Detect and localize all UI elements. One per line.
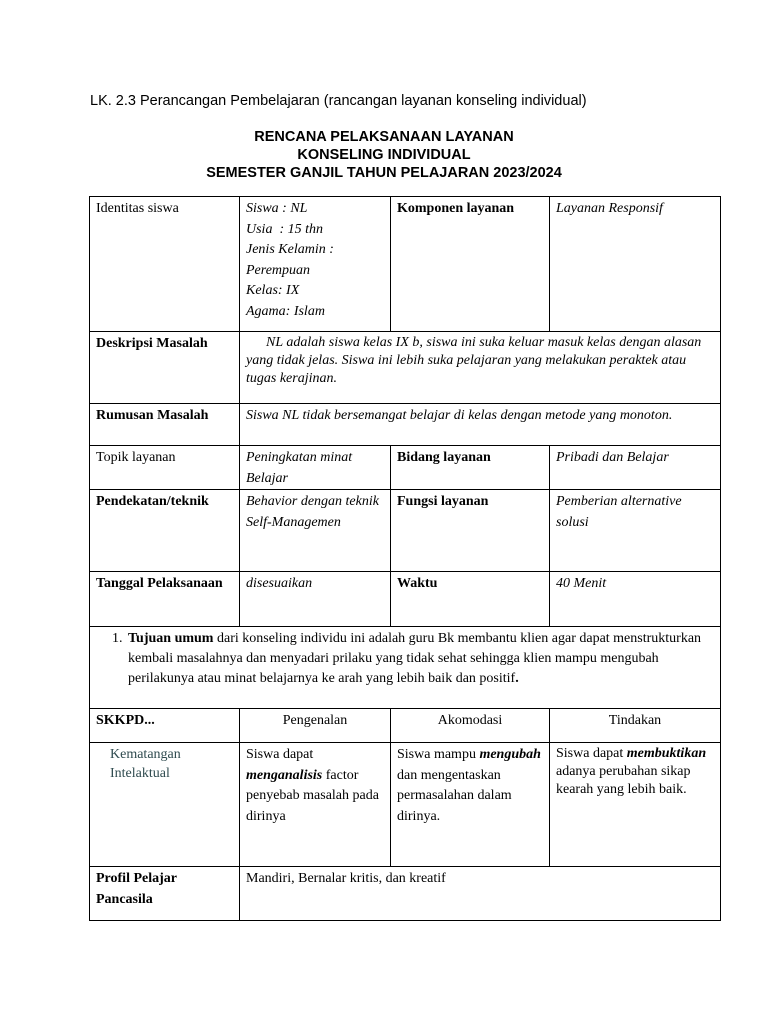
identitas-label: Identitas siswa [90, 197, 240, 332]
bidang-label: Bidang layanan [391, 446, 550, 490]
competency-label: Kematangan Intelaktual [90, 743, 240, 867]
table-row-skkpd [90, 743, 721, 867]
siswa-value: Siswa : NL [246, 201, 308, 216]
kelas-value: Kelas: IX [246, 283, 300, 298]
tanggal-value: disesuaikan [240, 572, 391, 627]
c3-post: adanya perubahan sikap kearah yang lebih baik. [556, 764, 691, 797]
akomodasi-value [391, 743, 550, 867]
usia-value: Usia : 15 thn [246, 221, 323, 237]
pendekatan-label: Pendekatan/teknik [90, 490, 240, 572]
c2-post: dan mengentaskan permasalahan dalam dirinya. [397, 767, 512, 824]
table-row-pendekatan [90, 490, 721, 572]
tujuan-text: dari konseling individu ini adalah guru Bk membantu klien agar dapat menstrukturkan kembali masalahnya dan menyadari prilaku yang tidak sehat sehingga klien mampu mengubah perilakunya atau minat belajarnya ke arah yang lebih baik dan positif [128, 631, 702, 686]
skkpd-col-akomodasi: Akomodasi [391, 709, 550, 743]
table-row-identitas [90, 197, 721, 332]
table-row-topik [90, 446, 721, 490]
topik-label: Topik layanan [90, 446, 240, 490]
table-row-tujuan [90, 627, 721, 709]
profil-value: Mandiri, Bernalar kritis, dan kreatif [240, 867, 721, 921]
deskripsi-label: Deskripsi Masalah [90, 332, 240, 404]
document-title: LK. 2.3 Perancangan Pembelajaran (rancangan layanan konseling individual) [90, 93, 587, 109]
heading-line-3: SEMESTER GANJIL TAHUN PELAJARAN 2023/2024 [206, 165, 562, 181]
pendekatan-value: Behavior dengan teknik Self-Managemen [240, 490, 391, 572]
table-row-rumusan [90, 404, 721, 446]
rumusan-value: Siswa NL tidak bersemangat belajar di kelas dengan metode yang monoton. [240, 404, 721, 446]
heading-line-1: RENCANA PELAKSANAAN LAYANAN [254, 129, 514, 145]
jenis-kelamin-label: Jenis Kelamin : [246, 242, 334, 257]
c3-bold: membuktikan [626, 746, 707, 761]
bidang-value: Pribadi dan Belajar [550, 446, 721, 490]
heading-line-2: KONSELING INDIVIDUAL [297, 147, 471, 163]
agama-value: Agama: Islam [246, 303, 325, 319]
c2-bold: mengubah [479, 747, 541, 762]
komponen-value: Layanan Responsif [550, 197, 721, 332]
c3-pre: Siswa dapat [556, 746, 627, 761]
deskripsi-value: NL adalah siswa kelas IX b, siswa ini suka keluar masuk kelas dengan alasan yang tidak jelas. Siswa ini lebih suka pelajaran yang melakukan peraktek atau tugas kerajinan. [240, 332, 721, 404]
c1-bold: menganalisis [246, 767, 323, 783]
table-row-skkpd-header [90, 709, 721, 743]
table-row-deskripsi [90, 332, 721, 404]
c1-post: factor penyebab masalah pada dirinya [246, 767, 379, 824]
tanggal-label: Tanggal Pelaksanaan [90, 572, 240, 627]
c2-pre: Siswa mampu [397, 747, 480, 762]
fungsi-label: Fungsi layanan [391, 490, 550, 572]
plan-table [89, 196, 721, 921]
table-row-profil [90, 867, 721, 921]
topik-value: Peningkatan minat Belajar [240, 446, 391, 490]
pengenalan-value [240, 743, 391, 867]
tujuan-cell [90, 627, 721, 709]
skkpd-label: SKKPD... [90, 709, 240, 743]
skkpd-col-tindakan: Tindakan [550, 709, 721, 743]
tindakan-value [550, 743, 721, 867]
waktu-value: 40 Menit [550, 572, 721, 627]
jenis-kelamin-value: Perempuan [246, 262, 311, 278]
fungsi-value: Pemberian alternative solusi [550, 490, 721, 572]
tujuan-end: . [515, 671, 519, 686]
tujuan-list [96, 629, 714, 689]
identitas-details [240, 197, 391, 332]
skkpd-col-pengenalan: Pengenalan [240, 709, 391, 743]
tujuan-bold: Tujuan umum [128, 631, 214, 646]
profil-label: Profil Pelajar Pancasila [90, 867, 240, 921]
waktu-label: Waktu [391, 572, 550, 627]
komponen-label: Komponen layanan [391, 197, 550, 332]
tujuan-item [126, 629, 714, 689]
rumusan-label: Rumusan Masalah [90, 404, 240, 446]
c1-pre: Siswa dapat [246, 747, 314, 762]
table-row-tanggal [90, 572, 721, 627]
